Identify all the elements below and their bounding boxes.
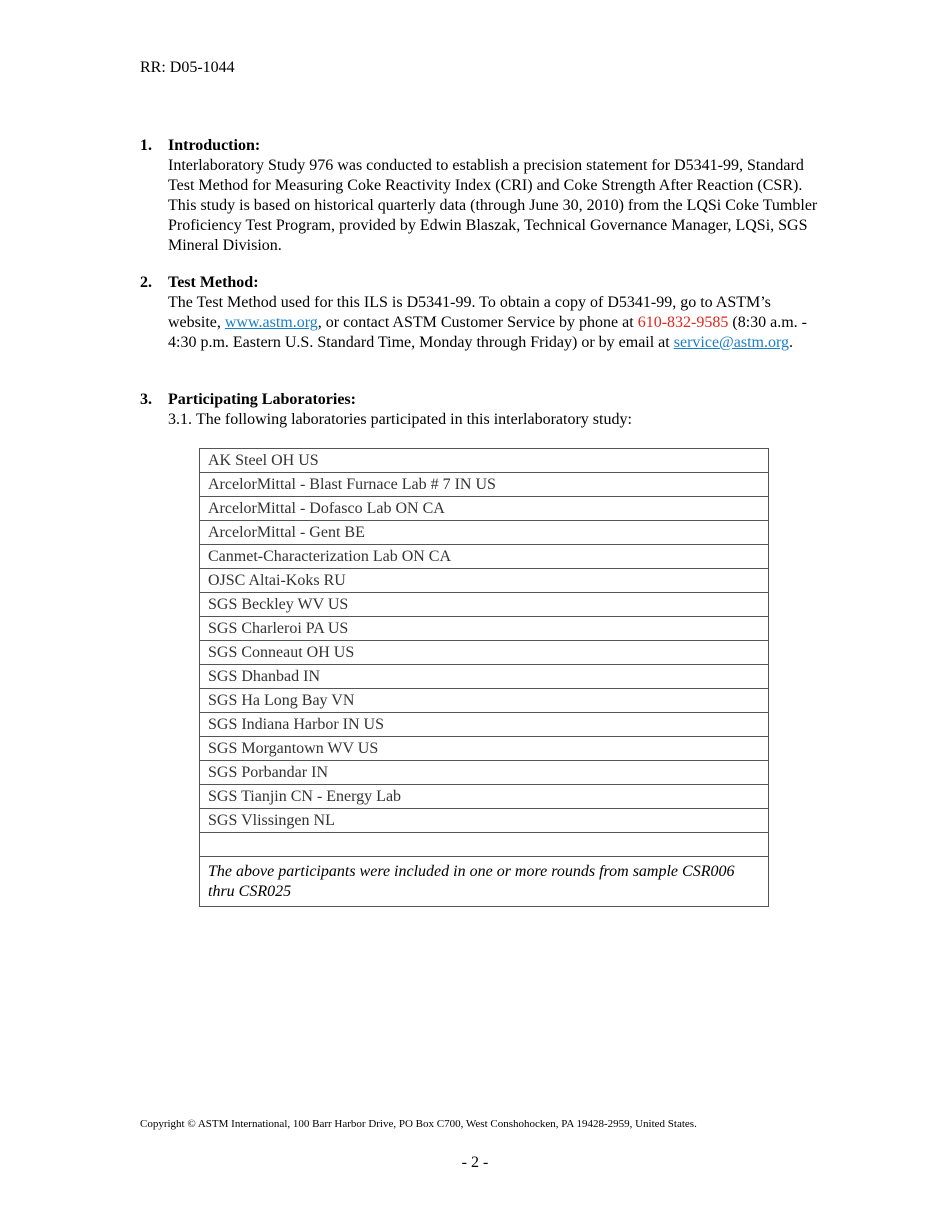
table-row xyxy=(200,689,769,713)
email-link[interactable]: service@astm.org xyxy=(673,334,790,351)
text-segment: . xyxy=(789,334,794,351)
laboratory-cell: SGS Dhanbad IN xyxy=(200,665,769,689)
laboratory-cell: ArcelorMittal - Blast Furnace Lab # 7 IN US xyxy=(200,473,769,497)
laboratory-cell: SGS Porbandar IN xyxy=(200,761,769,785)
laboratory-cell: Canmet-Characterization Lab ON CA xyxy=(200,545,769,569)
laboratory-cell: SGS Indiana Harbor IN US xyxy=(200,713,769,737)
phone-number: 610-832-9585 xyxy=(637,314,729,331)
table-row-empty xyxy=(200,833,769,857)
laboratory-cell: SGS Vlissingen NL xyxy=(200,809,769,833)
table-row xyxy=(200,473,769,497)
subsection-text: The following laboratories participated in this interlaboratory study: xyxy=(196,411,632,428)
laboratory-cell: AK Steel OH US xyxy=(200,449,769,473)
subsection-number: 3.1. xyxy=(168,411,192,428)
report-id-header: RR: D05-1044 xyxy=(140,59,235,76)
section-test-method xyxy=(140,273,820,353)
section-number: 3. xyxy=(140,391,152,408)
page-number: - 2 - xyxy=(461,1154,489,1171)
section-introduction xyxy=(140,136,820,256)
table-row xyxy=(200,713,769,737)
astm-website-link[interactable]: www.astm.org xyxy=(224,314,318,331)
table-note: The above participants were included in one or more rounds from sample CSR006 thru CSR025 xyxy=(200,857,769,907)
laboratory-cell: SGS Beckley WV US xyxy=(200,593,769,617)
table-row xyxy=(200,569,769,593)
laboratories-table xyxy=(199,448,769,907)
table-row xyxy=(200,593,769,617)
text-segment: (8:30 a.m. - 4:30 p.m. Eastern U.S. Standard Time, Monday through Friday) or by email at xyxy=(168,314,808,351)
laboratory-cell: SGS Conneaut OH US xyxy=(200,641,769,665)
laboratory-cell: SGS Morgantown WV US xyxy=(200,737,769,761)
text-segment: , or contact ASTM Customer Service by phone at xyxy=(317,314,638,331)
laboratory-cell: OJSC Altai-Koks RU xyxy=(200,569,769,593)
table-row xyxy=(200,617,769,641)
table-row xyxy=(200,641,769,665)
table-row xyxy=(200,665,769,689)
table-row xyxy=(200,521,769,545)
laboratory-cell: ArcelorMittal - Gent BE xyxy=(200,521,769,545)
section-number: 2. xyxy=(140,274,152,291)
section-text: Interlaboratory Study 976 was conducted to establish a precision statement for D5341-99, Standard Test Method for Measuring Coke Reactivity Index (CRI) and Coke Strength After Reaction (CSR). This study is based on historical quarterly data (through June 30, 2010) from the LQSi Coke Tumbler Proficiency Test Program, provided by Edwin Blaszak, Technical Governance Manager, LQSi, SGS Mineral Division. xyxy=(168,157,818,254)
table-row xyxy=(200,545,769,569)
table-row xyxy=(200,449,769,473)
table-note-row xyxy=(200,857,769,907)
section-text xyxy=(168,293,820,353)
section-heading: Test Method: xyxy=(168,274,259,291)
table-row xyxy=(200,761,769,785)
copyright-footer: Copyright © ASTM International, 100 Barr Harbor Drive, PO Box C700, West Conshohocken, PA 19428-2959, United States. xyxy=(140,1118,697,1130)
subsection-3-1 xyxy=(168,410,820,430)
table-row xyxy=(200,737,769,761)
laboratory-cell: ArcelorMittal - Dofasco Lab ON CA xyxy=(200,497,769,521)
laboratory-cell: SGS Ha Long Bay VN xyxy=(200,689,769,713)
section-heading: Participating Laboratories: xyxy=(168,391,356,408)
section-number: 1. xyxy=(140,137,152,154)
laboratory-cell: SGS Charleroi PA US xyxy=(200,617,769,641)
text-segment: The Test Method used for this ILS is D5341-99. To obtain a copy of D5341-99, go to ASTM’s website, xyxy=(168,294,771,331)
laboratory-cell xyxy=(200,833,769,857)
table-row xyxy=(200,497,769,521)
table-row xyxy=(200,809,769,833)
table-row xyxy=(200,785,769,809)
section-participating-laboratories xyxy=(140,390,820,430)
section-heading: Introduction: xyxy=(168,137,261,154)
laboratory-cell: SGS Tianjin CN - Energy Lab xyxy=(200,785,769,809)
